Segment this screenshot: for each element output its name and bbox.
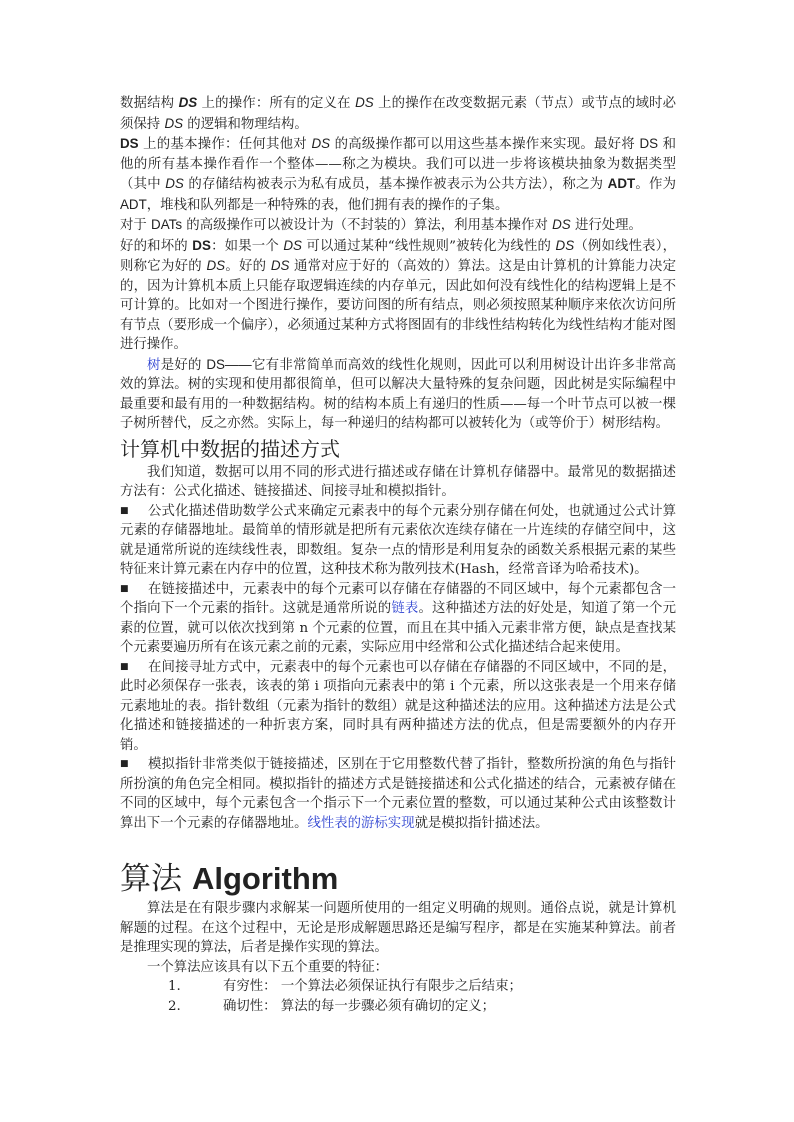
emphasis-text: DATs [151, 217, 183, 232]
text-run: 进行处理。 [570, 218, 642, 233]
emphasis-text: ADT [120, 196, 147, 212]
text-run: 模拟指针非常类似于链接描述，区别在于它用整数代替了指针，整数所扮演的角色与指针所扮演的角色完全相同。模拟指针的描述方式是链接描述和公式化描述的结合，元素被存储在不同的区域中，每个元素包含一个指示下一个元素位置的整数，可以通过某种公式由该整数计算出下一个元素的存储器地址。 [120, 757, 676, 831]
emphasis-text: DS [355, 95, 374, 110]
bullet-paragraph [120, 580, 676, 658]
text-run: 一个算法应该具有以下五个重要的特征： [147, 959, 389, 975]
bullet-icon: ■ [120, 661, 129, 672]
text-run: 上的操作：所有的定义在 [197, 96, 356, 111]
data-description-section [120, 463, 676, 834]
emphasis-text: DS [164, 115, 184, 131]
document-page [120, 93, 676, 1016]
hyperlink[interactable]: 链表 [391, 601, 419, 616]
text-run: 对于 [120, 218, 152, 233]
text-run: 的高级操作都可以用这些基本操作来实现。最好将 [330, 137, 640, 152]
bullet-paragraph [120, 658, 676, 756]
text-run: 公式化描述借助数学公式来确定元素表中的每个元素分别存储在何处，也就通过公式计算元素的存储器地址。最简单的情形就是把所有元素依次连续存储在一片连续的存储空间中，这就是通常所说的连续线性表，即数组。复杂一点的情形是利用复杂的函数关系根据元素的某些特征来计算元素在内存中的位置，这种技术称为散列技术(Hash，经常音译为哈希技术)。 [120, 503, 676, 577]
feature-item [120, 997, 676, 1017]
feature-number: 1. [168, 979, 181, 994]
emphasis-text: DS [311, 136, 331, 151]
text-run: 在链接描述中，元素表中的每个元素可以存储在存储器的不同区域中，每个元素都包含一个指向下一个元素的指针。这就是通常所说的 [120, 581, 676, 616]
text-run: 算法是在有限步骤内求解某一问题所使用的一组定义明确的规则。通俗点说，就是计算机解题的过程。在这个过程中，无论是形成解题思路还是编写程序，都是在实施某种算法。前者是推理实现的算法，后者是操作实现的算法。 [120, 901, 676, 955]
text-run: 上的基本操作：任何其他对 [138, 137, 312, 152]
emphasis-text: DS [639, 136, 659, 151]
text-run: 是好的 [160, 357, 207, 373]
emphasis-text: DS [206, 258, 226, 273]
text-run: 我们知道，数据可以用不同的形式进行描述或存储在计算机存储器中。最常见的数据描述方法有：公式化描述、链接描述、间接寻址和模拟指针。 [120, 464, 676, 499]
text-run: 数据结构 [120, 96, 179, 111]
text-run: 上的操作在改变数据元素（节点）或节点的域时必须保持 [120, 96, 676, 132]
text-run: 。这种描述方法的好处是，知道了第一个元素的位置，就可以依次找到第 n 个元素的位置，而且在其中插入元素非常方便，缺点是查找某个元素要遍历所有在该元素之前的元素，实际应用中经常和公式化描述结合起来使用。 [120, 601, 677, 655]
emphasis-text: DS [178, 95, 198, 110]
feature-number: 2. [168, 998, 181, 1014]
paragraph [120, 899, 676, 958]
feature-list [120, 977, 676, 1016]
emphasis-text: DS—— [206, 356, 252, 372]
emphasis-text: DS [552, 217, 571, 232]
emphasis-text: DS [270, 258, 290, 273]
bullet-icon: ■ [120, 759, 129, 769]
algorithm-heading-en: Algorithm [192, 861, 339, 896]
paragraph [120, 463, 676, 502]
bullet-paragraph [120, 502, 676, 580]
emphasis-text: DS [192, 237, 211, 253]
hyperlink[interactable]: 树 [147, 357, 161, 373]
text-run: 在间接寻址方式中，元素表中的每个元素也可以存储在存储器的不同区域中，不同的是，此时必须保存一张表，该表的第 i 项指向元素表中的第 i 个元素，所以这张表是一个用来存储元素地址的表。指针数组（元素为指针的数组）就是这种描述法的应用。这种描述方法是公式化描述和链接描述的一种折衷方案，同时具有两种描述方法的优点，但是需要额外的内存开销。 [120, 659, 676, 753]
text-run: 的存储结构被表示为私有成员，基本操作被表示为公共方法），称之为 [183, 177, 608, 192]
emphasis-text: DS [283, 237, 302, 253]
text-run: ，堆栈和队列都是一种特殊的表，他们拥有表的操作的子集。 [146, 197, 509, 213]
feature-item [120, 977, 676, 997]
bullet-icon: ■ [120, 505, 129, 516]
feature-text: 有穷性： 一个算法必须保证执行有限步之后结束； [223, 979, 522, 994]
section-heading: 计算机中数据的描述方式 [120, 436, 340, 461]
text-run: 可以通过某种“线性规则”被转化为线性的 [301, 238, 556, 254]
emphasis-text: ADT [607, 176, 636, 191]
text-run: （例如线性表），则称它为好的 [120, 238, 676, 274]
algorithm-section [120, 899, 676, 977]
emphasis-text: DS [120, 136, 139, 151]
paragraph [120, 236, 676, 355]
emphasis-text: DS [165, 176, 184, 191]
feature-text: 确切性： 算法的每一步骤必须有确切的定义； [223, 998, 496, 1014]
text-run: 好的和坏的 [120, 238, 193, 254]
emphasis-text: DS [555, 237, 575, 253]
paragraph [120, 134, 676, 215]
text-run: 它有非常简单而高效的线性化规则，因此可以利用树设计出许多非常高效的算法。树的实现和使用都很简单，但可以解决大量特殊的复杂问题，因此树是实际编程中最重要和最有用的一种数据结构。树的结构本质上有递归的性质——每一个叶节点可以被一棵子树所替代，反之亦然。实际上，每一种递归的结构都可以被转化为（或等价于）树形结构。 [120, 357, 676, 431]
paragraph [120, 958, 676, 978]
text-run: 。作为 [635, 177, 676, 192]
text-run: 和他的所有基本操作看作一个整体——称之为模块。我们可以进一步将该模块抽象为数据类型（其中 [120, 137, 677, 192]
paragraph [120, 215, 676, 236]
hyperlink[interactable]: 线性表的游标实现 [307, 815, 415, 831]
algorithm-heading-cn: 算法 [120, 861, 182, 897]
paragraph [120, 93, 676, 134]
intro-section [120, 93, 676, 434]
text-run: 的逻辑和物理结构。 [183, 116, 308, 132]
text-run: ：如果一个 [210, 238, 284, 254]
text-run: 通常对应于好的（高效的）算法。这是由计算机的计算能力决定的，因为计算机本质上只能存取逻辑连续的内存单元，因此如何没有线性化的结构逻辑上是不可计算的。比如对一个图进行操作，要访问图的所有结点，则必须按照某种顺序来依次访问所有节点（要形成一个偏序），必须通过某种方式将图固有的非线性结构转化为线性结构才能对图进行操作。 [120, 259, 676, 352]
text-run: 的高级操作可以被设计为（不封装的）算法，利用基本操作对 [182, 218, 553, 233]
text-run: 就是模拟指针描述法。 [414, 815, 549, 831]
bullet-icon: ■ [120, 583, 129, 594]
algorithm-heading [120, 859, 676, 899]
paragraph [120, 355, 676, 434]
text-run: 。好的 [225, 259, 271, 274]
bullet-paragraph [120, 755, 676, 833]
